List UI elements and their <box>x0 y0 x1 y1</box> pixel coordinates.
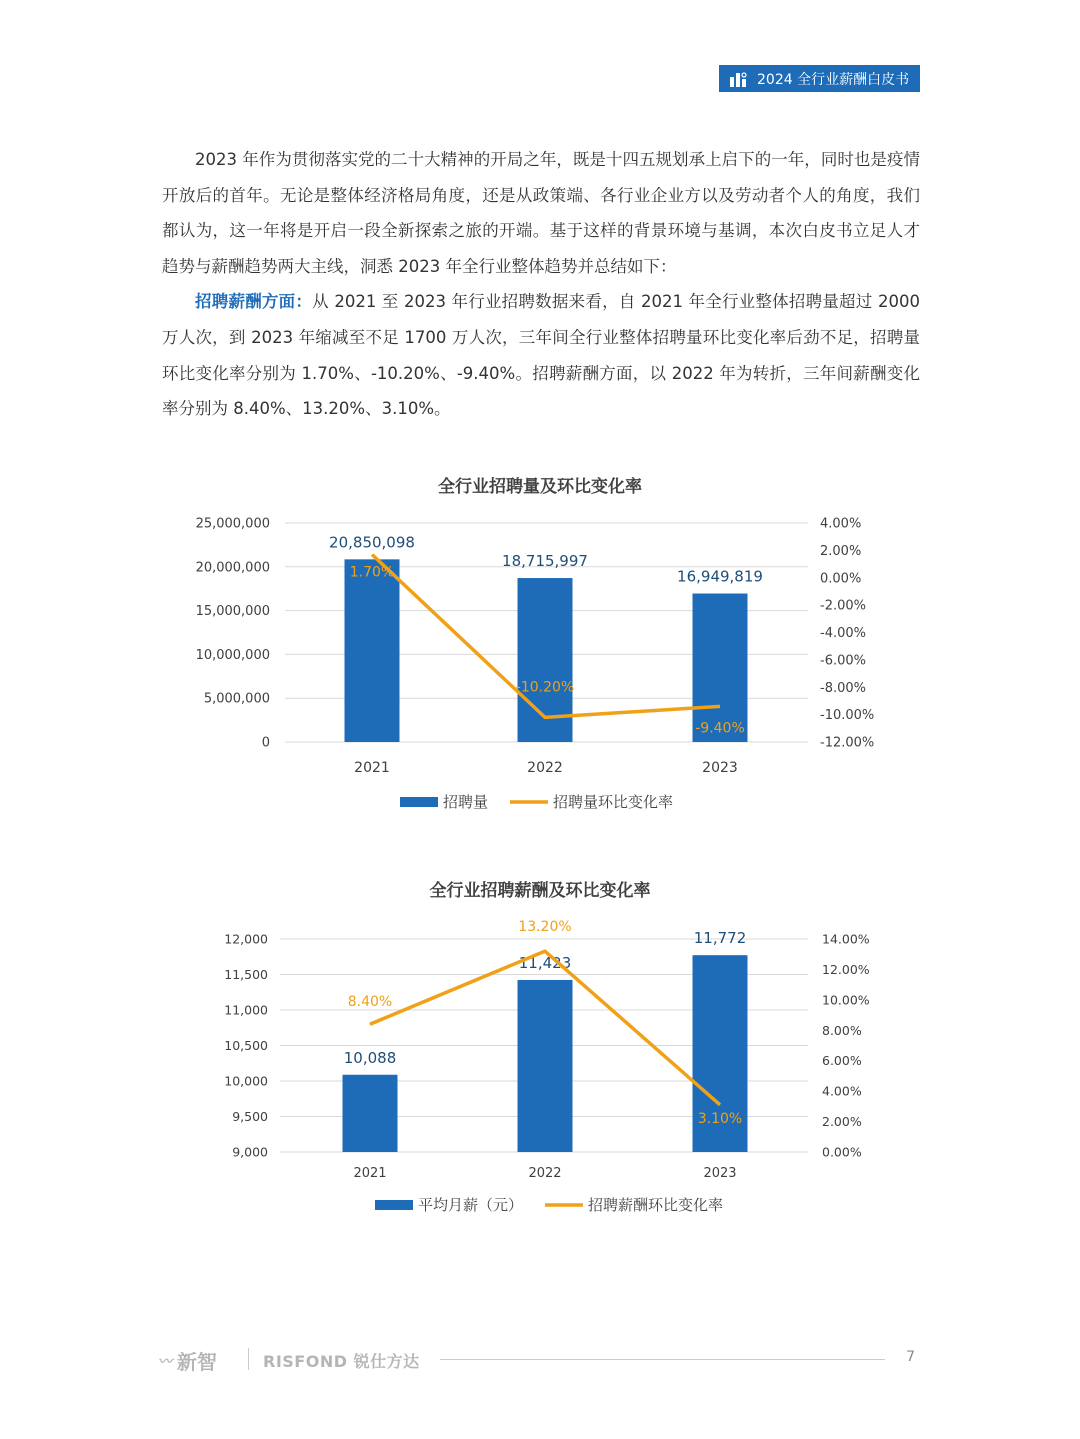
right-axis-tick-label: 4.00% <box>822 1083 862 1099</box>
left-axis-tick-label: 9,500 <box>232 1109 268 1124</box>
city-chart-icon <box>729 71 747 87</box>
left-axis-tick-label: 9,000 <box>232 1144 268 1160</box>
brand-risfond: RISFOND 锐仕方达 <box>263 1352 420 1371</box>
legend-label: 招聘量环比变化率 <box>553 793 674 811</box>
legend-label: 平均月薪（元） <box>418 1196 524 1214</box>
left-axis-tick-label: 25,000,000 <box>195 516 270 532</box>
legend-label: 招聘薪酬环比变化率 <box>588 1196 724 1214</box>
bar <box>343 1075 398 1152</box>
footer-rule <box>440 1359 885 1360</box>
paragraph-recruitment-text: 从 2021 至 2023 年行业招聘数据来看，自 2021 年全行业整体招聘量超过 2000 万人次，到 2023 年缩减至不足 1700 万人次，三年间全行业整体招聘量环比变化率后劲不足，招聘量环比变化率分别为 1.70%、-10.20%、-9.40%。招聘薪酬方面，以 2022 年为转折，三年间薪酬变化率分别为 8.40%、13.20%、3.10%。 <box>162 292 920 419</box>
left-axis-tick-label: 10,500 <box>224 1038 268 1053</box>
line-data-label: 13.20% <box>518 919 572 936</box>
right-axis-tick-label: -4.00% <box>820 626 866 641</box>
bar-data-label: 18,715,997 <box>502 552 588 571</box>
right-axis-tick-label: 14.00% <box>822 931 870 947</box>
legend-label: 招聘量 <box>443 793 489 811</box>
x-axis-category-label: 2023 <box>702 760 738 776</box>
right-axis-tick-label: 2.00% <box>820 543 862 559</box>
left-axis-tick-label: 0 <box>261 735 270 751</box>
footer <box>158 1346 920 1372</box>
header-title-tag <box>719 65 920 92</box>
line-data-label: -10.20% <box>515 679 575 696</box>
x-axis-category-label: 2022 <box>527 760 563 776</box>
body-text <box>162 142 920 427</box>
right-axis-tick-label: 6.00% <box>822 1053 862 1069</box>
right-axis-tick-label: 2.00% <box>822 1114 862 1130</box>
bar-data-label: 20,850,098 <box>329 533 415 552</box>
right-axis-tick-label: 10.00% <box>822 992 870 1008</box>
x-axis-category-label: 2021 <box>353 1166 387 1181</box>
left-axis-tick-label: 5,000,000 <box>203 691 270 707</box>
x-axis-category-label: 2022 <box>528 1166 562 1181</box>
left-axis-tick-label: 10,000 <box>224 1073 268 1089</box>
right-axis-tick-label: -2.00% <box>820 598 866 614</box>
right-axis-tick-label: -8.00% <box>820 680 866 696</box>
recruitment-salary-chart <box>0 865 1080 1225</box>
right-axis-tick-label: 12.00% <box>822 961 870 977</box>
x-axis-category-label: 2023 <box>703 1166 737 1181</box>
right-axis-tick-label: 4.00% <box>820 516 862 532</box>
bar <box>345 559 400 742</box>
left-axis-tick-label: 20,000,000 <box>195 560 270 576</box>
line-data-label: 1.70% <box>349 564 395 581</box>
left-axis-tick-label: 11,500 <box>224 967 268 982</box>
right-axis-tick-label: -10.00% <box>820 708 875 724</box>
legend-bar-swatch <box>400 797 438 807</box>
left-axis-tick-label: 10,000,000 <box>195 647 270 663</box>
brand-xinzhi-name: 新智 <box>177 1350 217 1374</box>
line-data-label: -9.40% <box>695 720 745 737</box>
page-number: 7 <box>906 1349 915 1365</box>
left-axis-tick-label: 15,000,000 <box>195 604 270 620</box>
right-axis-tick-label: -6.00% <box>820 653 866 669</box>
line-data-label: 3.10% <box>697 1110 743 1127</box>
left-axis-tick-label: 11,000 <box>224 1002 268 1018</box>
legend-bar-swatch <box>375 1200 413 1210</box>
paragraph-recruitment <box>162 284 920 426</box>
chart-title: 全行业招聘薪酬及环比变化率 <box>429 881 651 901</box>
bar-data-label: 10,088 <box>343 1048 397 1067</box>
recruitment-volume-chart <box>0 460 1080 830</box>
bar <box>518 980 573 1152</box>
header-title: 2024 全行业薪酬白皮书 <box>757 71 910 88</box>
footer-divider <box>248 1348 249 1370</box>
x-axis-category-label: 2021 <box>354 760 390 776</box>
line-data-label: 8.40% <box>347 994 393 1011</box>
right-axis-tick-label: 0.00% <box>820 571 862 587</box>
bar-data-label: 16,949,819 <box>677 567 763 586</box>
bar-data-label: 11,772 <box>693 929 747 948</box>
xinzhi-logo-icon: 〰 <box>158 1353 172 1370</box>
chart-title: 全行业招聘量及环比变化率 <box>438 477 642 497</box>
brand-xinzhi <box>158 1346 217 1375</box>
bar-data-label: 11,423 <box>518 953 572 972</box>
left-axis-tick-label: 12,000 <box>224 931 268 947</box>
paragraph-intro: 2023 年作为贯彻落实党的二十大精神的开局之年，既是十四五规划承上启下的一年，同时也是疫情开放后的首年。无论是整体经济格局角度，还是从政策端、各行业企业方以及劳动者个人的角度，我们都认为，这一年将是开启一段全新探索之旅的开端。基于这样的背景环境与基调，本次白皮书立足人才趋势与薪酬趋势两大主线，洞悉 2023 年全行业整体趋势并总结如下： <box>162 150 920 276</box>
right-axis-tick-label: 8.00% <box>822 1022 862 1038</box>
right-axis-tick-label: 0.00% <box>822 1144 862 1160</box>
right-axis-tick-label: -12.00% <box>820 735 875 751</box>
paragraph-highlight: 招聘薪酬方面： <box>195 292 313 312</box>
